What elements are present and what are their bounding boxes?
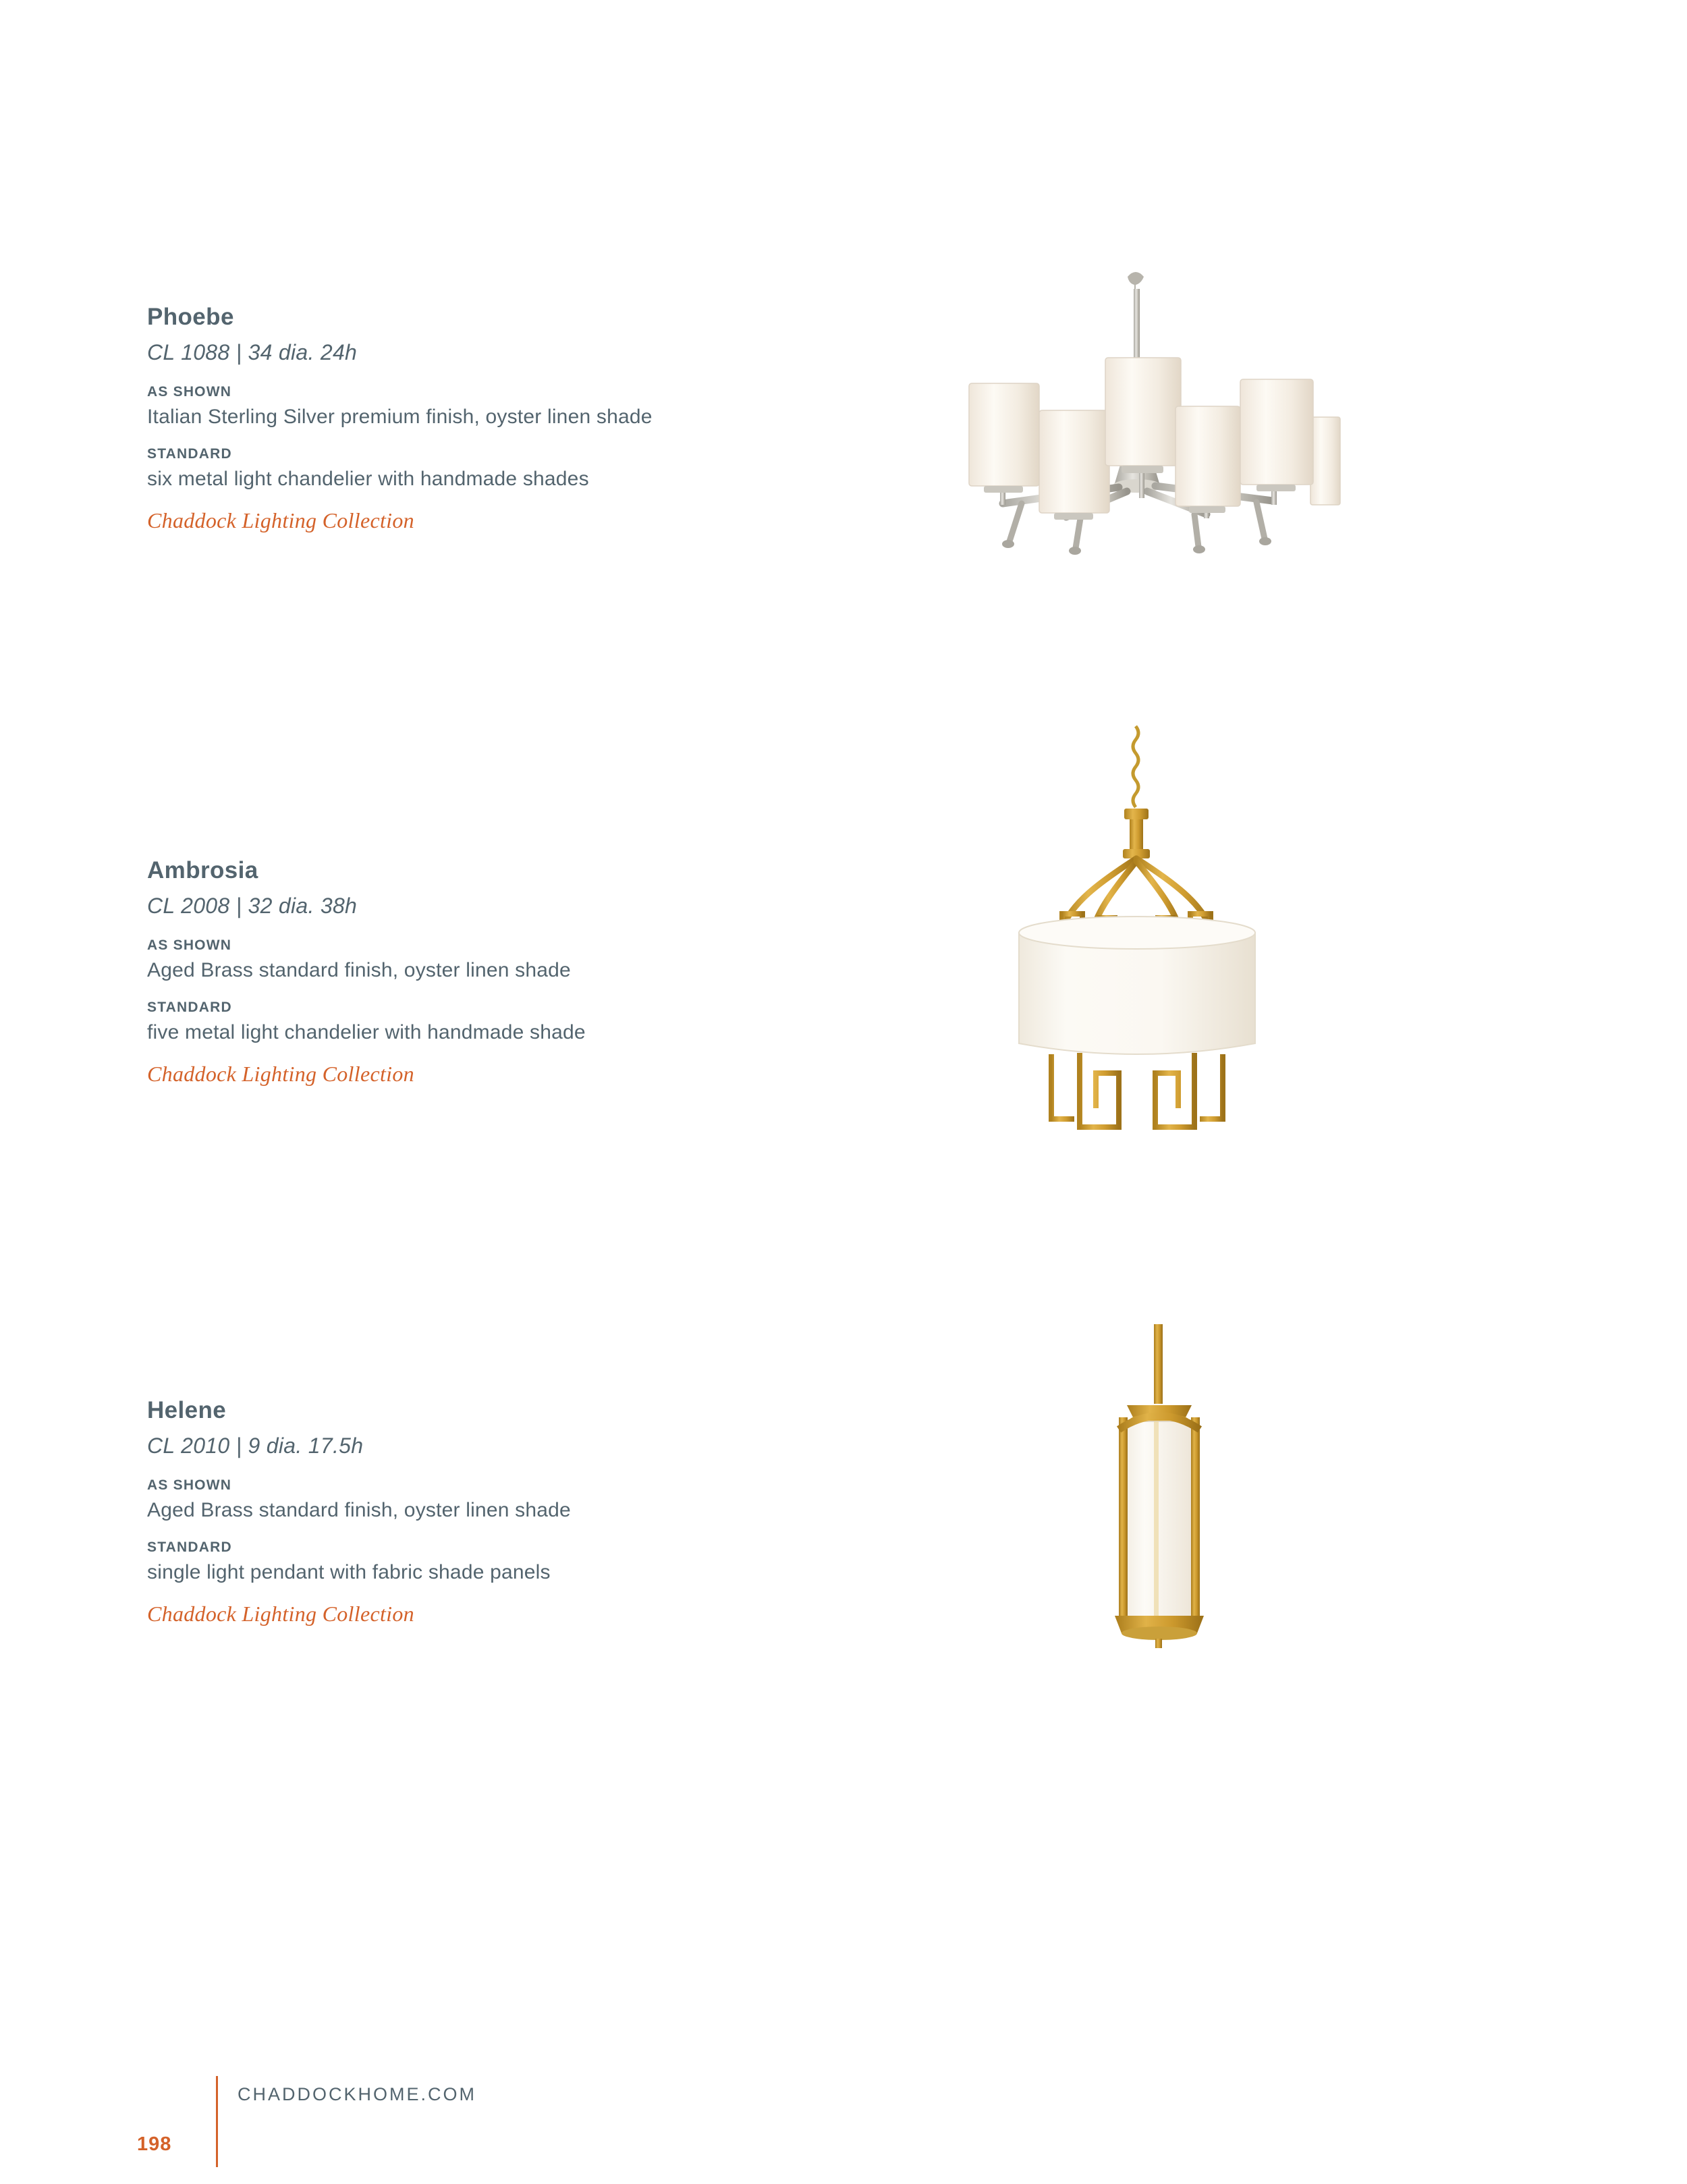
footer-website: CHADDOCKHOME.COM [238, 2084, 477, 2104]
collection-name: Chaddock Lighting Collection [147, 508, 414, 533]
as-shown-label: AS SHOWN [147, 384, 232, 400]
standard-label: STANDARD [147, 1000, 232, 1015]
product-text-column [147, 304, 889, 533]
product-text-column [147, 857, 889, 1087]
standard-label: STANDARD [147, 1539, 232, 1555]
shade [1310, 417, 1340, 505]
product-name: Helene [147, 1397, 227, 1423]
collection-name: Chaddock Lighting Collection [147, 1602, 414, 1626]
phoebe-chandelier-image [889, 263, 1530, 736]
product-name: Phoebe [147, 304, 234, 330]
standard-label: STANDARD [147, 446, 232, 462]
product-text-column [147, 1397, 889, 1627]
standard-value: five metal light chandelier with handmade shade [147, 1021, 586, 1043]
phoebe-chandelier-svg [889, 263, 1530, 736]
product-code: CL 2010 | 9 dia. 17.5h [147, 1434, 364, 1458]
collection-name: Chaddock Lighting Collection [147, 1062, 414, 1086]
as-shown-value: Aged Brass standard finish, oyster linen shade [147, 959, 571, 981]
product-name: Ambrosia [147, 857, 258, 883]
page-footer [0, 2049, 1687, 2184]
footer-divider [216, 2076, 218, 2167]
as-shown-label: AS SHOWN [147, 1477, 232, 1493]
as-shown-label: AS SHOWN [147, 937, 232, 953]
product-code: CL 1088 | 34 dia. 24h [147, 340, 358, 364]
standard-value: single light pendant with fabric shade panels [147, 1561, 551, 1583]
helene-pendant-image [1078, 1316, 1551, 1789]
product-code: CL 2008 | 32 dia. 38h [147, 894, 358, 918]
standard-value: six metal light chandelier with handmade shades [147, 468, 589, 490]
helene-pendant-svg [1078, 1316, 1551, 1789]
page-number: 198 [137, 2133, 172, 2155]
ambrosia-chandelier-image [943, 722, 1551, 1262]
as-shown-value: Aged Brass standard finish, oyster linen shade [147, 1499, 571, 1521]
ambrosia-chandelier-svg [943, 722, 1551, 1262]
as-shown-value: Italian Sterling Silver premium finish, oyster linen shade [147, 406, 653, 428]
